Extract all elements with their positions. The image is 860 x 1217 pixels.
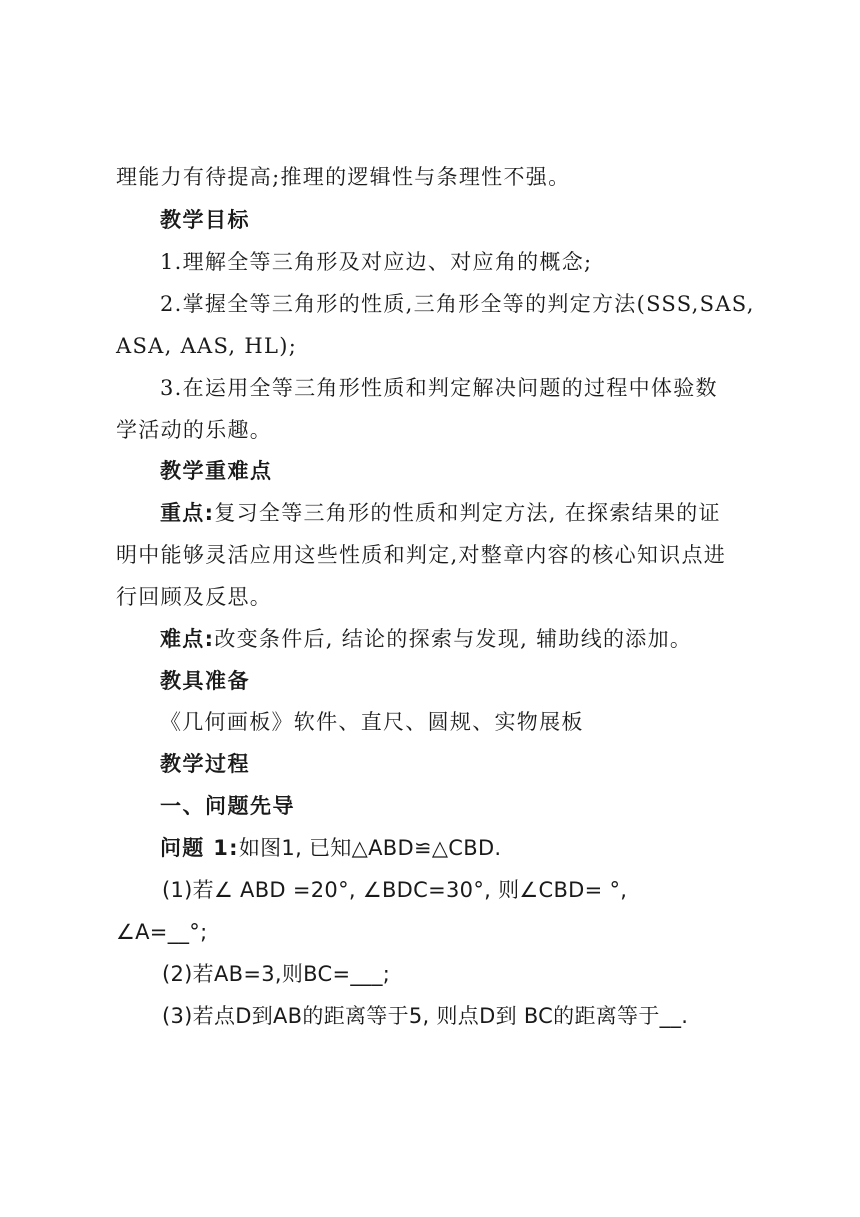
question-item-continued: ∠A=__°; bbox=[116, 920, 208, 944]
text-line: 1.理解全等三角形及对应边、对应角的概念; bbox=[160, 250, 593, 274]
text-line bbox=[160, 833, 501, 863]
text-line: 学活动的乐趣。 bbox=[116, 418, 273, 442]
text-line bbox=[160, 498, 721, 528]
question-item: (3)若点D到AB的距离等于5, 则点D到 BC的距离等于__. bbox=[162, 1004, 689, 1028]
text-line: 行回顾及反思。 bbox=[116, 585, 273, 609]
section-heading-objectives: 教学目标 bbox=[160, 208, 250, 232]
question-label: 问题 1: bbox=[160, 836, 239, 860]
text-line: 明中能够灵活应用这些性质和判定,对整章内容的核心知识点进 bbox=[116, 543, 727, 567]
question-item: (2)若AB=3,则BC=___; bbox=[162, 962, 391, 986]
text-line: 《几何画板》软件、直尺、圆规、实物展板 bbox=[160, 710, 584, 734]
question-item: (1)若∠ ABD =20°, ∠BDC=30°, 则∠CBD= °, bbox=[162, 878, 628, 902]
text-line: 理能力有待提高;推理的逻辑性与条理性不强。 bbox=[116, 165, 571, 189]
section-heading-process: 教学过程 bbox=[160, 752, 250, 776]
key-point-text: 复习全等三角形的性质和判定方法, 在探索结果的证 bbox=[214, 501, 721, 525]
difficulty-text: 改变条件后, 结论的探索与发现, 辅助线的添加。 bbox=[214, 627, 693, 651]
difficulty-label: 难点: bbox=[160, 627, 215, 651]
key-point-label: 重点: bbox=[160, 501, 215, 525]
section-heading-tools: 教具准备 bbox=[160, 669, 250, 693]
text-line: 3.在运用全等三角形性质和判定解决问题的过程中体验数 bbox=[160, 376, 718, 400]
question-text: 如图1, 已知△ABD≌△CBD. bbox=[238, 836, 502, 860]
subsection-heading: 一、问题先导 bbox=[160, 794, 295, 818]
text-line: ASA, AAS, HL); bbox=[116, 334, 298, 358]
text-line bbox=[160, 624, 692, 654]
section-heading-key-points: 教学重难点 bbox=[160, 459, 273, 483]
text-line: 2.掌握全等三角形的性质,三角形全等的判定方法(SSS,SAS, bbox=[160, 292, 755, 316]
